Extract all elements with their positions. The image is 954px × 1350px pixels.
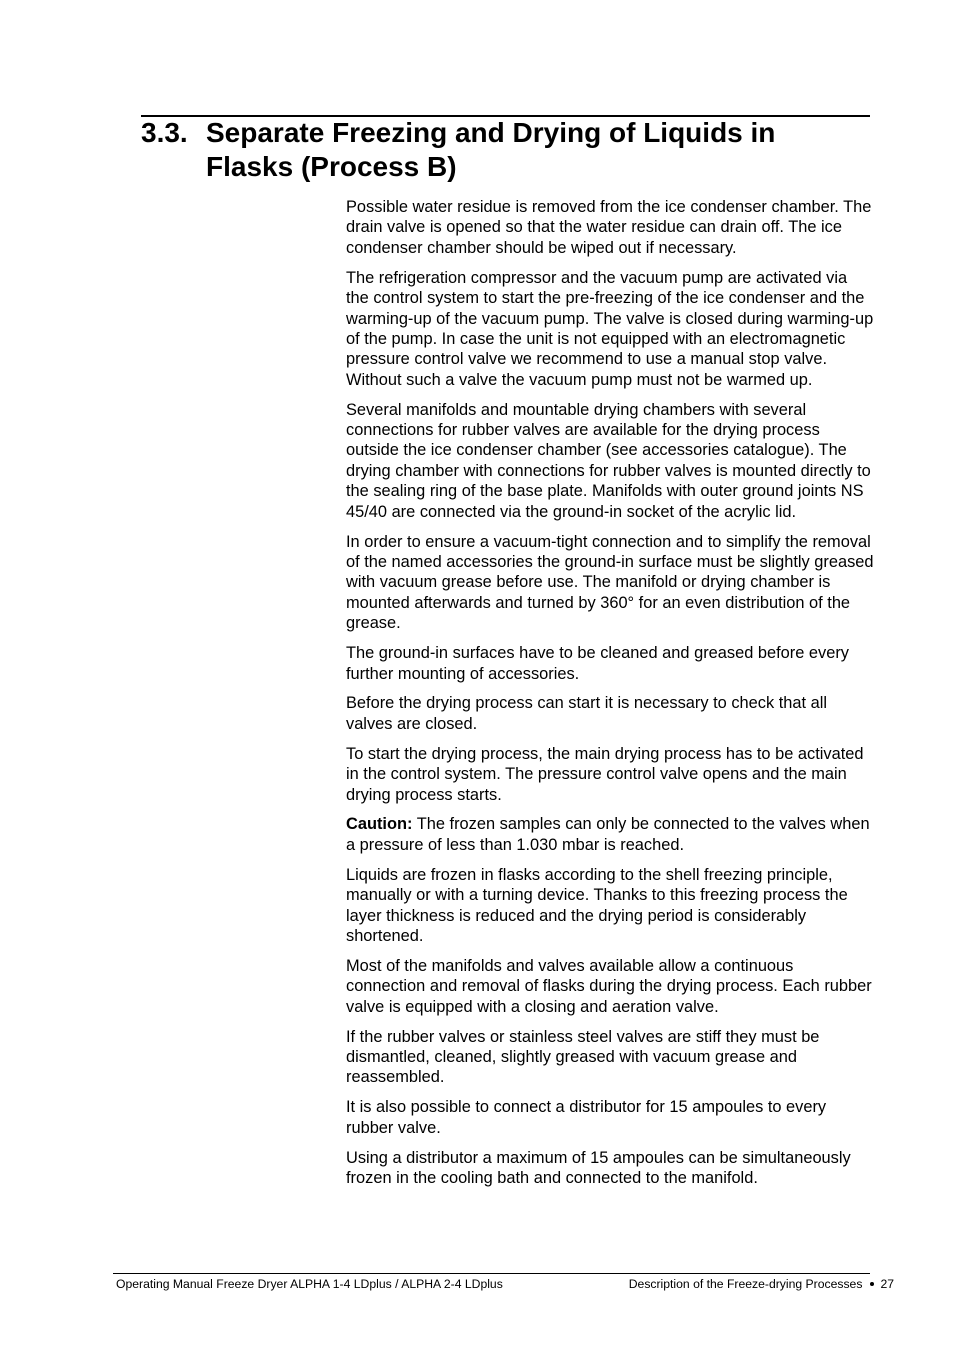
footer-rule [113, 1273, 870, 1274]
paragraph: Liquids are frozen in flasks according to the shell freezing principle, manually or with a turning device. Thanks to this freezing process the layer thickness is reduced and the drying period is considerably shortened. [346, 865, 848, 945]
caution-paragraph [346, 814, 874, 855]
paragraph: In order to ensure a vacuum-tight connection and to simplify the removal of the named accessories the ground-in surface must be slightly greased with vacuum grease before use. The manifold or drying chamber is mounted afterwards and turned by 360° for an even distribution of the grease. [346, 532, 874, 633]
body-text [346, 197, 874, 1198]
bullet-icon [870, 1282, 874, 1286]
section-heading [141, 116, 870, 184]
paragraph: The ground-in surfaces have to be cleaned and greased before every further mounting of accessories. [346, 644, 849, 683]
footer-chapter-title: Description of the Freeze-drying Processes [628, 1277, 863, 1291]
caution-text: The frozen samples can only be connected to the valves when a pressure of less than 1.030 mbar is reached. [346, 815, 870, 854]
paragraph: If the rubber valves or stainless steel valves are stiff they must be dismantled, cleaned, slightly greased with vacuum grease and reassembled. [346, 1027, 820, 1087]
section-number: 3.3. [141, 117, 188, 148]
section-title: Separate Freezing and Drying of Liquids in Flasks (Process B) [206, 117, 776, 182]
paragraph: Most of the manifolds and valves available allow a continuous connection and removal of flasks during the drying process. Each rubber valve is equipped with a closing and aeration valve. [346, 956, 872, 1016]
footer-manual-title: Operating Manual Freeze Dryer ALPHA 1-4 LDplus / ALPHA 2-4 LDplus [116, 1277, 503, 1291]
paragraph: Possible water residue is removed from the ice condenser chamber. The drain valve is opened so that the water residue can drain off. The ice condenser chamber should be wiped out if necessary. [346, 198, 872, 257]
page-number: 27 [880, 1277, 894, 1291]
paragraph: It is also possible to connect a distributor for 15 ampoules to every rubber valve. [346, 1098, 827, 1137]
paragraph: Several manifolds and mountable drying chambers with several connections for rubber valves are available for the drying process outside the ice condenser chamber (see accessories catalogue). The drying chamber with connections for rubber valves is mounted directly to the sealing ring of the base plate. Manifolds with outer ground joints NS 45/40 are connected via the ground-in socket of the acrylic lid. [346, 400, 871, 521]
footer-chapter [629, 1276, 894, 1292]
paragraph: Before the drying process can start it is necessary to check that all valves are closed. [346, 694, 828, 733]
paragraph: To start the drying process, the main drying process has to be activated in the control system. The pressure control valve opens and the main drying process starts. [346, 744, 864, 804]
caution-label: Caution: [346, 815, 413, 834]
paragraph: Using a distributor a maximum of 15 ampoules can be simultaneously frozen in the cooling bath and connected to the manifold. [346, 1148, 851, 1188]
paragraph: The refrigeration compressor and the vacuum pump are activated via the control system to start the pre-freezing of the ice condenser and the warming-up of the vacuum pump. The valve is closed during warming-up of the pump. In case the unit is not equipped with an electromagnetic pressure control valve we recommend to use a manual stop valve. Without such a valve the vacuum pump must not be warmed up. [346, 268, 874, 389]
